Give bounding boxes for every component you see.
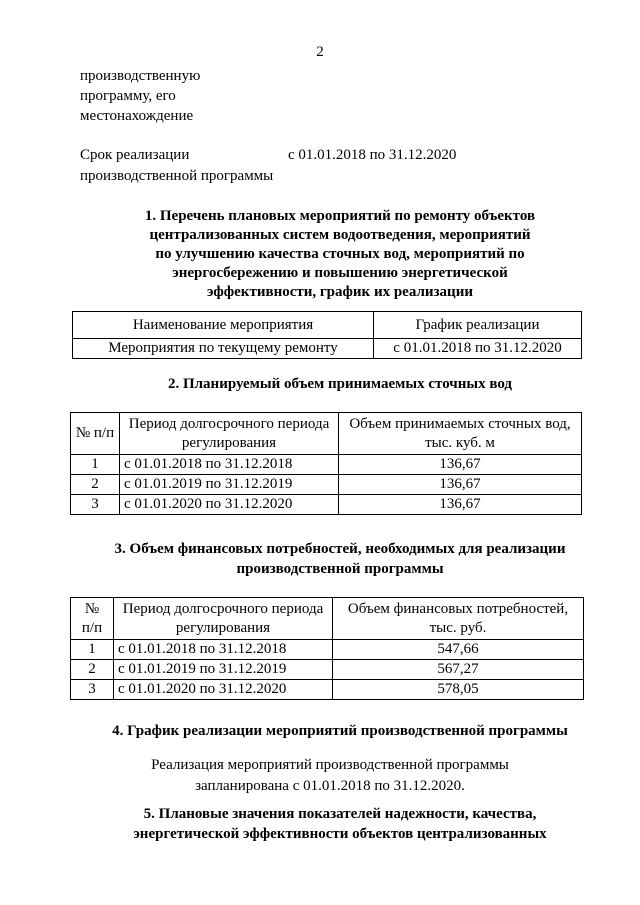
term-value: с 01.01.2018 по 31.12.2020 [288,147,457,163]
section4-title: 4. График реализации мероприятий производственной программы [112,723,568,739]
table-row [71,455,582,475]
header-volume-line-1: Объем принимаемых сточных вод, [349,415,571,432]
section4-para-1: Реализация мероприятий производственной программы [151,757,509,773]
financial-needs-table [70,597,584,700]
cell-period: с 01.01.2019 по 31.12.2019 [120,475,339,495]
header-line-2: программу, его [80,88,176,104]
table-row [71,660,584,680]
cell-amount: 578,05 [333,680,584,700]
activities-table [72,311,582,359]
cell-num: 2 [71,475,120,495]
cell-num: 1 [71,640,114,660]
cell-schedule: с 01.01.2018 по 31.12.2020 [374,339,582,359]
header-cell-num: № п/п [71,413,120,455]
term-label-2: производственной программы [80,168,274,184]
cell-amount: 547,66 [333,640,584,660]
header-line-3: местонахождение [80,108,194,124]
cell-num: 3 [71,495,120,515]
wastewater-volume-table [70,412,582,515]
cell-period: с 01.01.2020 по 31.12.2020 [114,680,333,700]
cell-period: с 01.01.2019 по 31.12.2019 [114,660,333,680]
header-volume-line-2: тыс. куб. м [425,434,495,451]
cell-num: 2 [71,660,114,680]
header-cell-schedule: График реализации [374,312,582,339]
cell-period: с 01.01.2020 по 31.12.2020 [120,495,339,515]
header-period-line-2: регулирования [175,619,271,636]
table-row [71,495,582,515]
section2-title: 2. Планируемый объем принимаемых сточных вод [167,376,513,392]
header-cell-num [71,598,114,640]
header-line-1: производственную [80,68,201,84]
header-cell-financial [333,598,584,640]
cell-activity: Мероприятия по текущему ремонту [73,339,374,359]
cell-volume: 136,67 [339,475,582,495]
cell-volume: 136,67 [339,455,582,475]
section1-title-1: 1. Перечень плановых мероприятий по ремонту объектов [144,208,536,224]
table-header-row [71,598,584,640]
header-period-line-1: Период долгосрочного периода [122,600,324,617]
cell-amount: 567,27 [333,660,584,680]
section1-title-3: по улучшению качества сточных вод, мероприятий по [155,246,525,262]
table-row [71,640,584,660]
table-header-row [73,312,582,339]
section1-title-2: централизованных систем водоотведения, мероприятий [149,227,531,243]
header-num-line-1: № [84,600,100,617]
section5-title-2: энергетической эффективности объектов централизованных [133,826,547,842]
header-cell-volume [339,413,582,455]
section5-title-1: 5. Плановые значения показателей надежности, качества, [143,806,537,822]
table-row [71,475,582,495]
section1-title-5: эффективности, график их реализации [207,284,473,300]
header-num-line-2: п/п [81,619,103,636]
header-cell-period [120,413,339,455]
cell-num: 3 [71,680,114,700]
section3-title-1: 3. Объем финансовых потребностей, необходимых для реализации [114,541,566,557]
section4-para-2: запланирована с 01.01.2018 по 31.12.2020. [195,778,465,794]
cell-volume: 136,67 [339,495,582,515]
header-cell-activity: Наименование мероприятия [73,312,374,339]
table-header-row [71,413,582,455]
term-label-1: Срок реализации [80,147,190,163]
table-row [73,339,582,359]
header-period-line-2: регулирования [181,434,277,451]
table-row [71,680,584,700]
page-number: 2 [316,44,324,60]
header-fin-line-1: Объем финансовых потребностей, [347,600,569,617]
header-cell-period [114,598,333,640]
cell-period: с 01.01.2018 по 31.12.2018 [120,455,339,475]
section1-title-4: энергосбережению и повышению энергетической [172,265,508,281]
section3-title-2: производственной программы [236,561,444,577]
cell-period: с 01.01.2018 по 31.12.2018 [114,640,333,660]
cell-num: 1 [71,455,120,475]
header-period-line-1: Период долгосрочного периода [128,415,330,432]
header-fin-line-2: тыс. руб. [429,619,487,636]
